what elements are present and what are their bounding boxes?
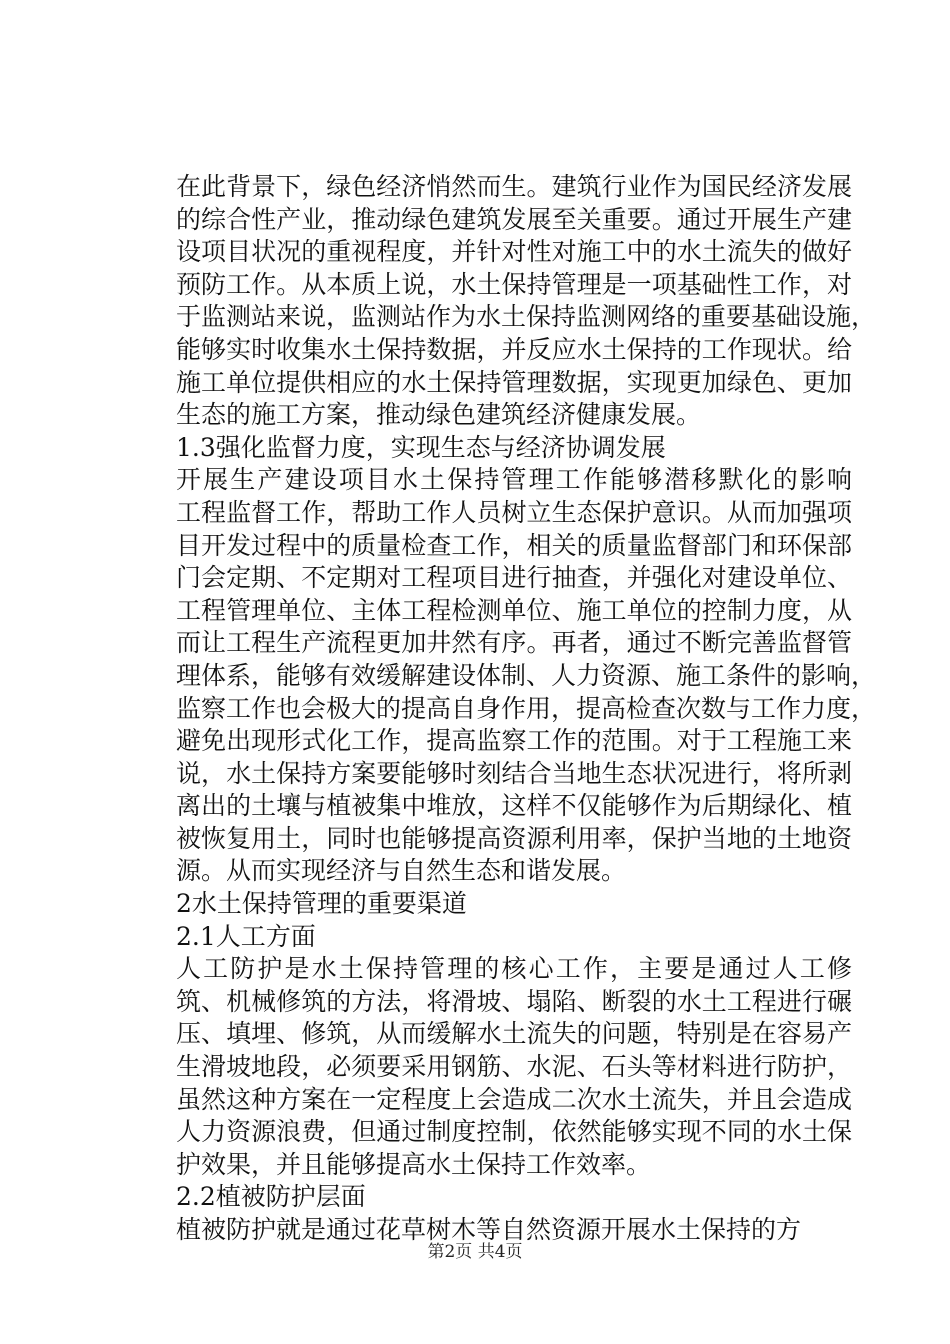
paragraph-line: 避免出现形式化工作，提高监察工作的范围。对于工程施工来	[176, 726, 852, 756]
paragraph-line: 生态的施工方案，推动绿色建筑经济健康发展。	[176, 400, 702, 430]
section-heading: 2.1人工方面	[176, 921, 316, 951]
paragraph-line: 预防工作。从本质上说，水土保持管理是一项基础性工作，对	[176, 269, 852, 299]
paragraph-line: 虽然这种方案在一定程度上会造成二次水土流失，并且会造成	[176, 1084, 852, 1114]
paragraph-line: 生滑坡地段，必须要采用钢筋、水泥、石头等材料进行防护，	[176, 1052, 852, 1082]
section-heading: 2水土保持管理的重要渠道	[176, 889, 467, 919]
paragraph-line: 的综合性产业，推动绿色建筑发展至关重要。通过开展生产建	[176, 204, 852, 234]
paragraph-line: 工程监督工作，帮助工作人员树立生态保护意识。从而加强项	[176, 497, 852, 527]
section-heading: 1.3强化监督力度，实现生态与经济协调发展	[176, 432, 666, 462]
paragraph-line: 人工防护是水土保持管理的核心工作，主要是通过人工修	[176, 954, 852, 984]
paragraph-line: 护效果，并且能够提高水土保持工作效率。	[176, 1149, 652, 1179]
paragraph-line: 目开发过程中的质量检查工作，相关的质量监督部门和环保部	[176, 530, 852, 560]
body-text	[176, 171, 877, 1247]
paragraph-line: 人力资源浪费，但通过制度控制，依然能够实现不同的水土保	[176, 1117, 852, 1147]
paragraph-line: 施工单位提供相应的水土保持管理数据，实现更加绿色、更加	[176, 367, 852, 397]
paragraph-line: 被恢复用土，同时也能够提高资源利用率，保护当地的土地资	[176, 823, 852, 853]
paragraph-line: 源。从而实现经济与自然生态和谐发展。	[176, 856, 627, 886]
paragraph-line: 说，水土保持方案要能够时刻结合当地生态状况进行，将所剥	[176, 758, 852, 788]
paragraph-line: 门会定期、不定期对工程项目进行抽查，并强化对建设单位、	[176, 563, 852, 593]
paragraph-line: 开展生产建设项目水土保持管理工作能够潜移默化的影响	[176, 465, 852, 495]
paragraph-line: 能够实时收集水土保持数据，并反应水土保持的工作现状。给	[176, 334, 852, 364]
section-heading: 2.2植被防护层面	[176, 1182, 366, 1212]
paragraph-line: 压、填埋、修筑，从而缓解水土流失的问题，特别是在容易产	[176, 1019, 852, 1049]
paragraph-line: 植被防护就是通过花草树木等自然资源开展水土保持的方	[176, 1215, 802, 1244]
paragraph-line: 设项目状况的重视程度，并针对性对施工中的水土流失的做好	[176, 237, 852, 267]
page-footer: 第2页 共4页	[427, 1242, 523, 1262]
paragraph-line: 理体系，能够有效缓解建设体制、人力资源、施工条件的影响，	[176, 660, 877, 690]
paragraph-line: 而让工程生产流程更加井然有序。再者，通过不断完善监督管	[176, 628, 852, 658]
paragraph-line: 筑、机械修筑的方法，将滑坡、塌陷、断裂的水土工程进行碾	[176, 986, 852, 1016]
paragraph-line: 工程管理单位、主体工程检测单位、施工单位的控制力度，从	[176, 595, 852, 625]
paragraph-line: 于监测站来说，监测站作为水土保持监测网络的重要基础设施，	[176, 302, 877, 332]
paragraph-line: 在此背景下，绿色经济悄然而生。建筑行业作为国民经济发展	[176, 172, 852, 201]
paragraph-line: 离出的土壤与植被集中堆放，这样不仅能够作为后期绿化、植	[176, 791, 852, 821]
paragraph-line: 监察工作也会极大的提高自身作用，提高检查次数与工作力度，	[176, 693, 877, 723]
